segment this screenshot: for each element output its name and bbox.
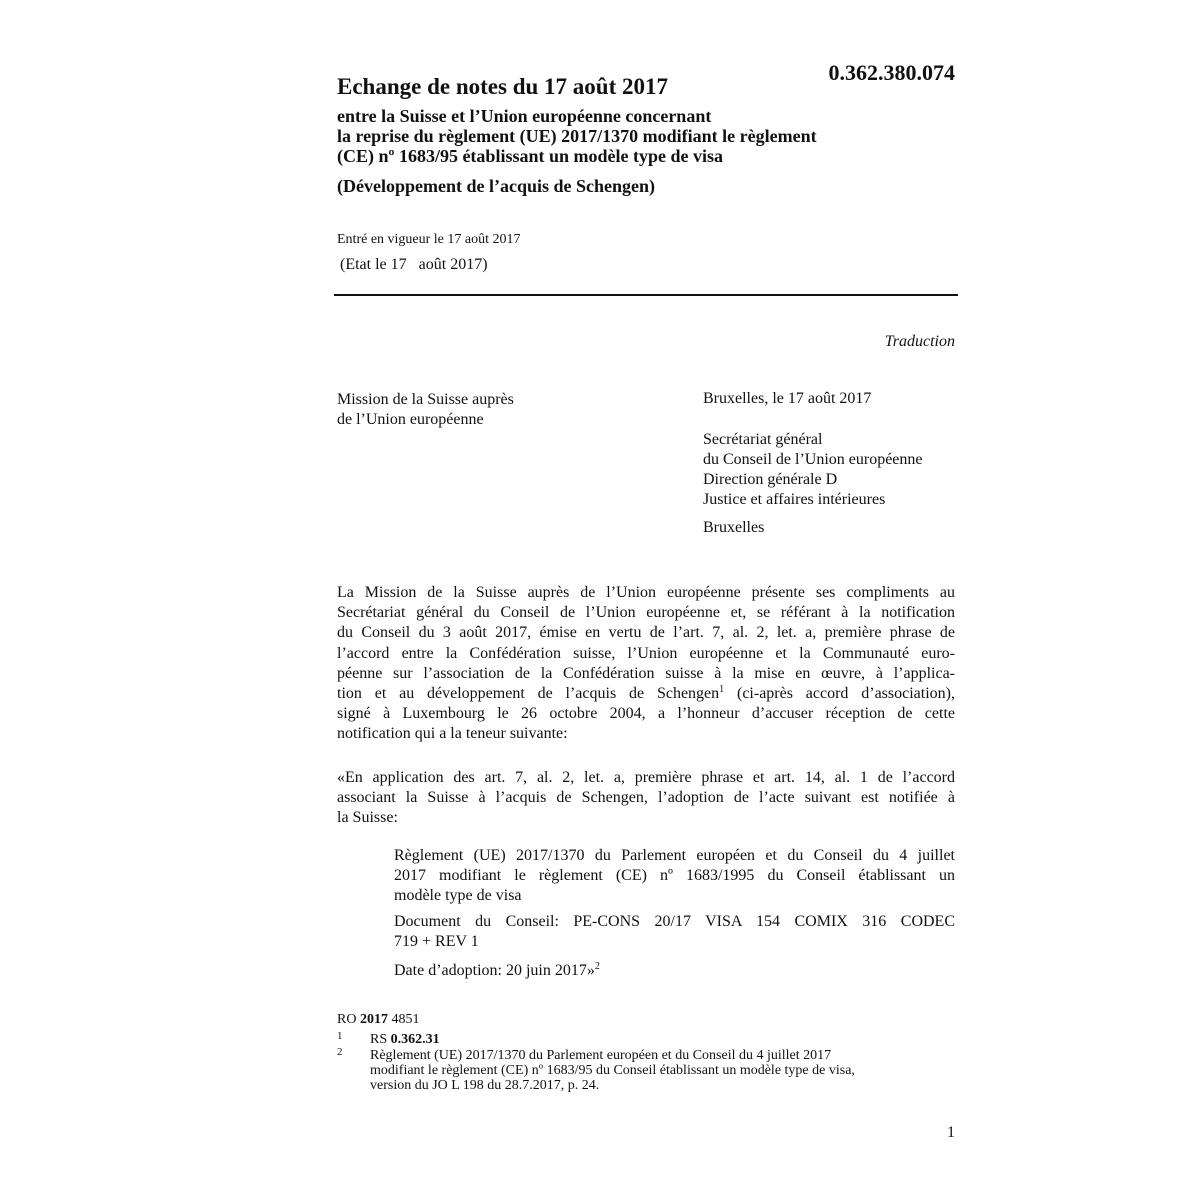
subtitle-line: (CE) nº 1683/95 établissant un modèle type de visa [337,146,723,166]
recipient-line: Justice et affaires intérieures [703,491,886,508]
footnote-2-number: 2 [337,1046,343,1058]
quote-line [394,961,955,981]
recipient-line: du Conseil de l’Union européenne [703,451,923,468]
footnote-line: modifiant le règlement (CE) nº 1683/95 du Conseil établissant un modèle type de visa, [370,1063,855,1078]
ro-page: 4851 [387,1012,420,1027]
quote-line: 719 + REV 1 [394,933,479,951]
quoted-council-document [394,912,955,952]
footnote-1-prefix: RS [370,1032,391,1047]
page-number: 1 [947,1124,955,1141]
translation-label: Traduction [884,333,955,350]
footnote-1-ref[interactable]: 0.362.31 [390,1032,440,1047]
ro-reference [337,1012,419,1028]
paragraph-line: péenne sur l’association de la Confédération suisse à la mise en œuvre, à l’applica- [337,664,955,682]
place-date: Bruxelles, le 17 août 2017 [703,390,872,407]
paragraph-line: «En application des art. 7, al. 2, let. a, première phrase et art. 14, al. 1 de l’accord [337,769,955,786]
recipient-line: Secrétariat général [703,431,823,448]
footnote-line: Règlement (UE) 2017/1370 du Parlement européen et du Conseil du 4 juillet 2017 [370,1048,832,1063]
paragraph-line: l’accord entre la Confédération suisse, l’Union européenne et la Communauté euro- [337,644,955,662]
recipient-line: Direction générale D [703,471,838,488]
document-subtitle [337,106,817,166]
ro-prefix: RO [337,1012,360,1027]
document-title: Echange de notes du 17 août 2017 [337,74,668,99]
quoted-regulation [394,846,955,907]
paragraph-line: signé à Luxembourg le 26 octobre 2004, a l’honneur d’accuser réception de cette [337,705,955,723]
development-note: (Développement de l’acquis de Schengen) [337,176,655,196]
sender-block [337,390,514,430]
quote-line: Document du Conseil: PE-CONS 20/17 VISA 154 COMIX 316 CODEC [394,913,955,930]
paragraph-line: associant la Suisse à l’acquis de Schengen, l’adoption de l’acte suivant est notifiée à [337,789,955,807]
paragraph-line: du Conseil du 3 août 2017, émise en vertu de l’art. 7, al. 2, let. a, première phrase de [337,624,955,642]
footnote-1-number: 1 [337,1030,343,1042]
sender-line: de l’Union européenne [337,411,484,428]
in-force-date: Entré en vigueur le 17 août 2017 [337,232,521,247]
state-date: (Etat le 17 août 2017) [340,256,488,273]
adoption-text: Date d’adoption: 20 juin 2017» [394,962,595,979]
subtitle-line: entre la Suisse et l’Union européenne concernant [337,106,712,126]
footnote-2-text [370,1048,855,1093]
paragraph-line: notification qui a la teneur suivante: [337,725,568,743]
quote-line: Règlement (UE) 2017/1370 du Parlement européen et du Conseil du 4 juillet [394,847,955,864]
body-paragraph-1 [337,583,955,745]
body-paragraph-2 [337,768,955,829]
paragraph-line: Secrétariat général du Conseil de l’Union européenne et, se référant à la notification [337,604,955,622]
paragraph-text: tion et au développement de l’acquis de Schengen [337,685,720,703]
header-divider [334,294,958,296]
document-number: 0.362.380.074 [828,60,955,85]
paragraph-text: (ci-après accord d’association), [724,685,955,703]
recipient-block [703,430,923,510]
quoted-adoption-date [394,961,955,981]
quote-line: 2017 modifiant le règlement (CE) nº 1683/1995 du Conseil établissant un [394,867,955,885]
footnote-ref-2[interactable]: 2 [594,961,600,972]
sender-line: Mission de la Suisse auprès [337,391,514,408]
paragraph-line: La Mission de la Suisse auprès de l’Union européenne présente ses compliments au [337,584,955,601]
recipient-city: Bruxelles [703,519,765,536]
footnote-ref-1[interactable]: 1 [719,684,725,696]
subtitle-line: la reprise du règlement (UE) 2017/1370 modifiant le règlement [337,126,817,146]
ro-year: 2017 [359,1012,388,1027]
paragraph-line [337,684,955,704]
paragraph-line: la Suisse: [337,809,398,827]
footnote-1-text [370,1032,440,1047]
footnote-line: version du JO L 198 du 28.7.2017, p. 24. [370,1078,600,1093]
quote-line: modèle type de visa [394,887,522,905]
